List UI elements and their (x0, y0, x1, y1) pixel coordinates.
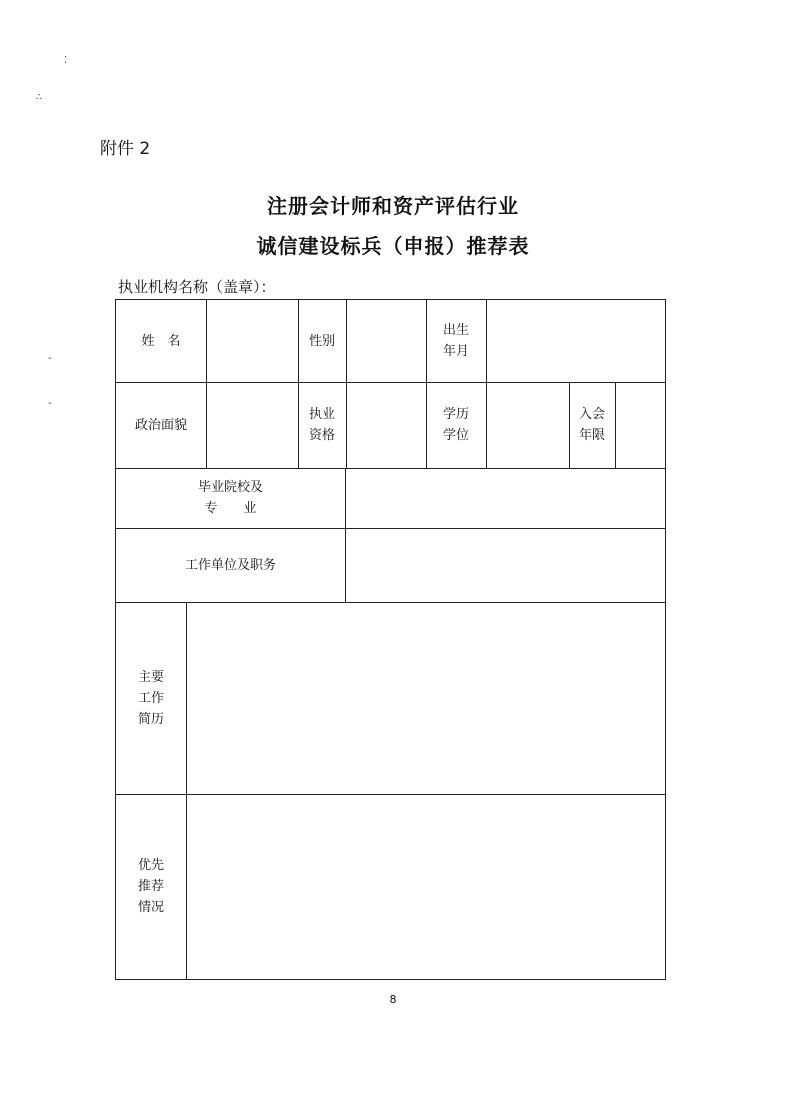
work-unit-field[interactable] (345, 528, 665, 602)
qualification-label: 执业 资格 (308, 407, 335, 443)
education-label: 学历 学位 (442, 407, 469, 443)
form-title-line1: 注册会计师和资产评估行业 (267, 194, 519, 218)
scan-speck: ∴ (36, 92, 43, 103)
resume-label: 主要 工作 简历 (137, 669, 164, 727)
birth-field[interactable] (486, 300, 665, 382)
qualification-field[interactable] (346, 382, 426, 468)
name-label: 姓 名 (141, 333, 181, 349)
school-major-field[interactable] (345, 468, 665, 528)
org-name-label: 执业机构名称（盖章）： (118, 278, 276, 296)
gender-label: 性别 (308, 333, 335, 349)
recommendation-label: 优先 推荐 情况 (137, 858, 164, 915)
work-unit-label: 工作单位及职务 (184, 557, 276, 573)
political-field[interactable] (206, 382, 298, 468)
political-label: 政治面貌 (134, 417, 187, 433)
form-table (115, 299, 666, 980)
attachment-label: 附件 2 (100, 139, 151, 159)
school-major-label: 毕业院校及 专 业 (197, 480, 263, 516)
scan-speck: - (48, 398, 52, 409)
membership-years-field[interactable] (615, 382, 665, 468)
birth-label: 出生 年月 (442, 323, 469, 359)
form-title-line2: 诚信建设标兵（申报）推荐表 (256, 234, 530, 258)
recommendation-field[interactable] (186, 794, 665, 979)
resume-field[interactable] (186, 602, 665, 794)
membership-years-label: 入会 年限 (578, 407, 605, 443)
page-number: 8 (389, 993, 397, 1006)
scan-speck: ⁚ (64, 55, 68, 66)
gender-field[interactable] (346, 300, 426, 382)
name-field[interactable] (206, 300, 298, 382)
scan-speck: - (48, 353, 52, 364)
education-field[interactable] (486, 382, 569, 468)
